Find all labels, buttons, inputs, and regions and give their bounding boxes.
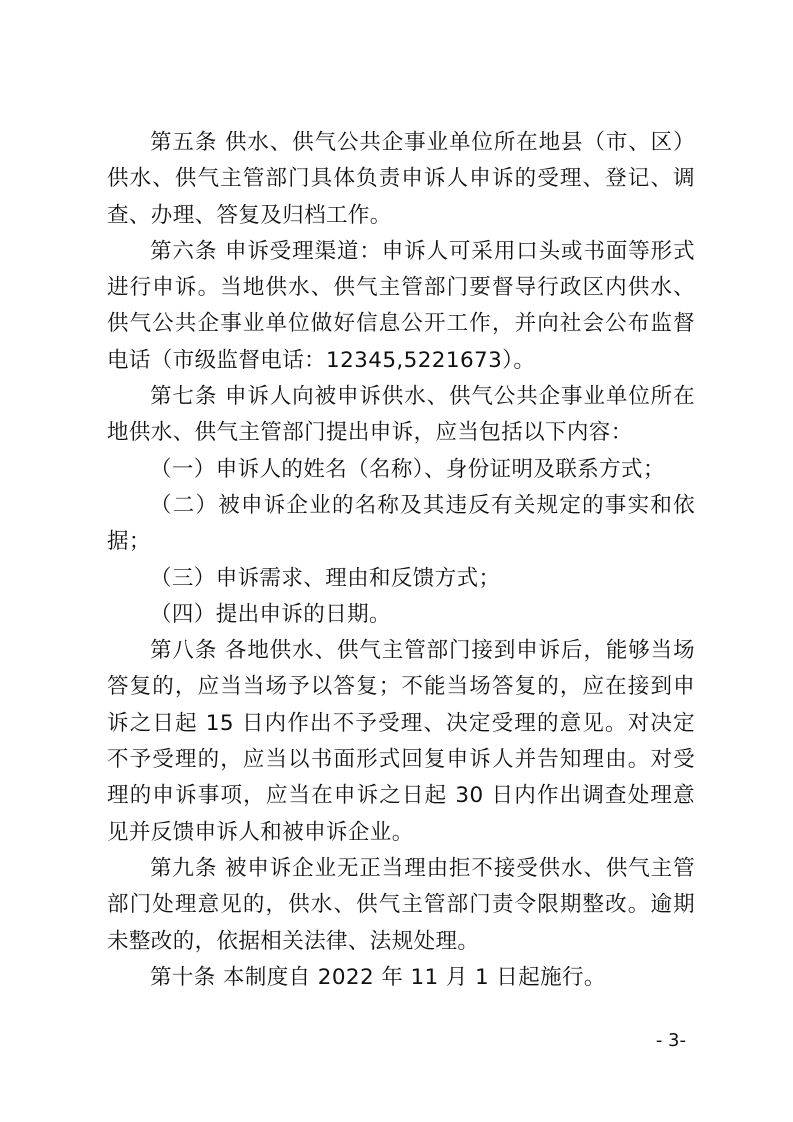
article-7-item-3: （三）申诉需求、理由和反馈方式； (150, 565, 501, 591)
article-7-item-2: （二）被申诉企业的名称及其违反有关规定的事实和依据； (107, 492, 695, 555)
article-8-paragraph: 第八条 各地供水、供气主管部门接到申诉后，能够当场答复的，应当当场予以答复；不能当场答复的，应在接到申诉之日起 15 日内作出不予受理、决定受理的意见。对决定不予受理的，应当以书面形式回复申诉人并告知理由。对受理的申诉事项，应当在申诉之日起 30 日内作出调查处理意见并反馈申诉人和被申诉企业。 (107, 638, 695, 845)
article-7-paragraph: 第七条 申诉人向被申诉供水、供气公共企事业单位所在地供水、供气主管部门提出申诉，应当包括以下内容： (107, 384, 695, 446)
article-7-item-4: （四）提出申诉的日期。 (150, 601, 391, 627)
article-10-paragraph: 第十条 本制度自 2022 年 11 月 1 日起施行。 (150, 964, 606, 990)
article-6-paragraph: 第六条 申诉受理渠道：申诉人可采用口头或书面等形式进行申诉。当地供水、供气主管部门要督导行政区内供水、供气公共企事业单位做好信息公开工作，并向社会公布监督电话（市级监督电话：12345,5221673）。 (107, 238, 695, 373)
article-5-paragraph: 第五条 供水、供气公共企事业单位所在地县（市、区）供水、供气主管部门具体负责申诉人申诉的受理、登记、调查、办理、答复及归档工作。 (107, 130, 695, 228)
document-body (107, 125, 695, 996)
article-7-item-1: （一）申诉人的姓名（名称）、身份证明及联系方式； (150, 456, 665, 482)
article-9-paragraph: 第九条 被申诉企业无正当理由拒不接受供水、供气主管部门处理意见的，供水、供气主管部门责令限期整改。逾期未整改的，依据相关法律、法规处理。 (107, 855, 695, 954)
page-number: - 3- (655, 1030, 686, 1051)
